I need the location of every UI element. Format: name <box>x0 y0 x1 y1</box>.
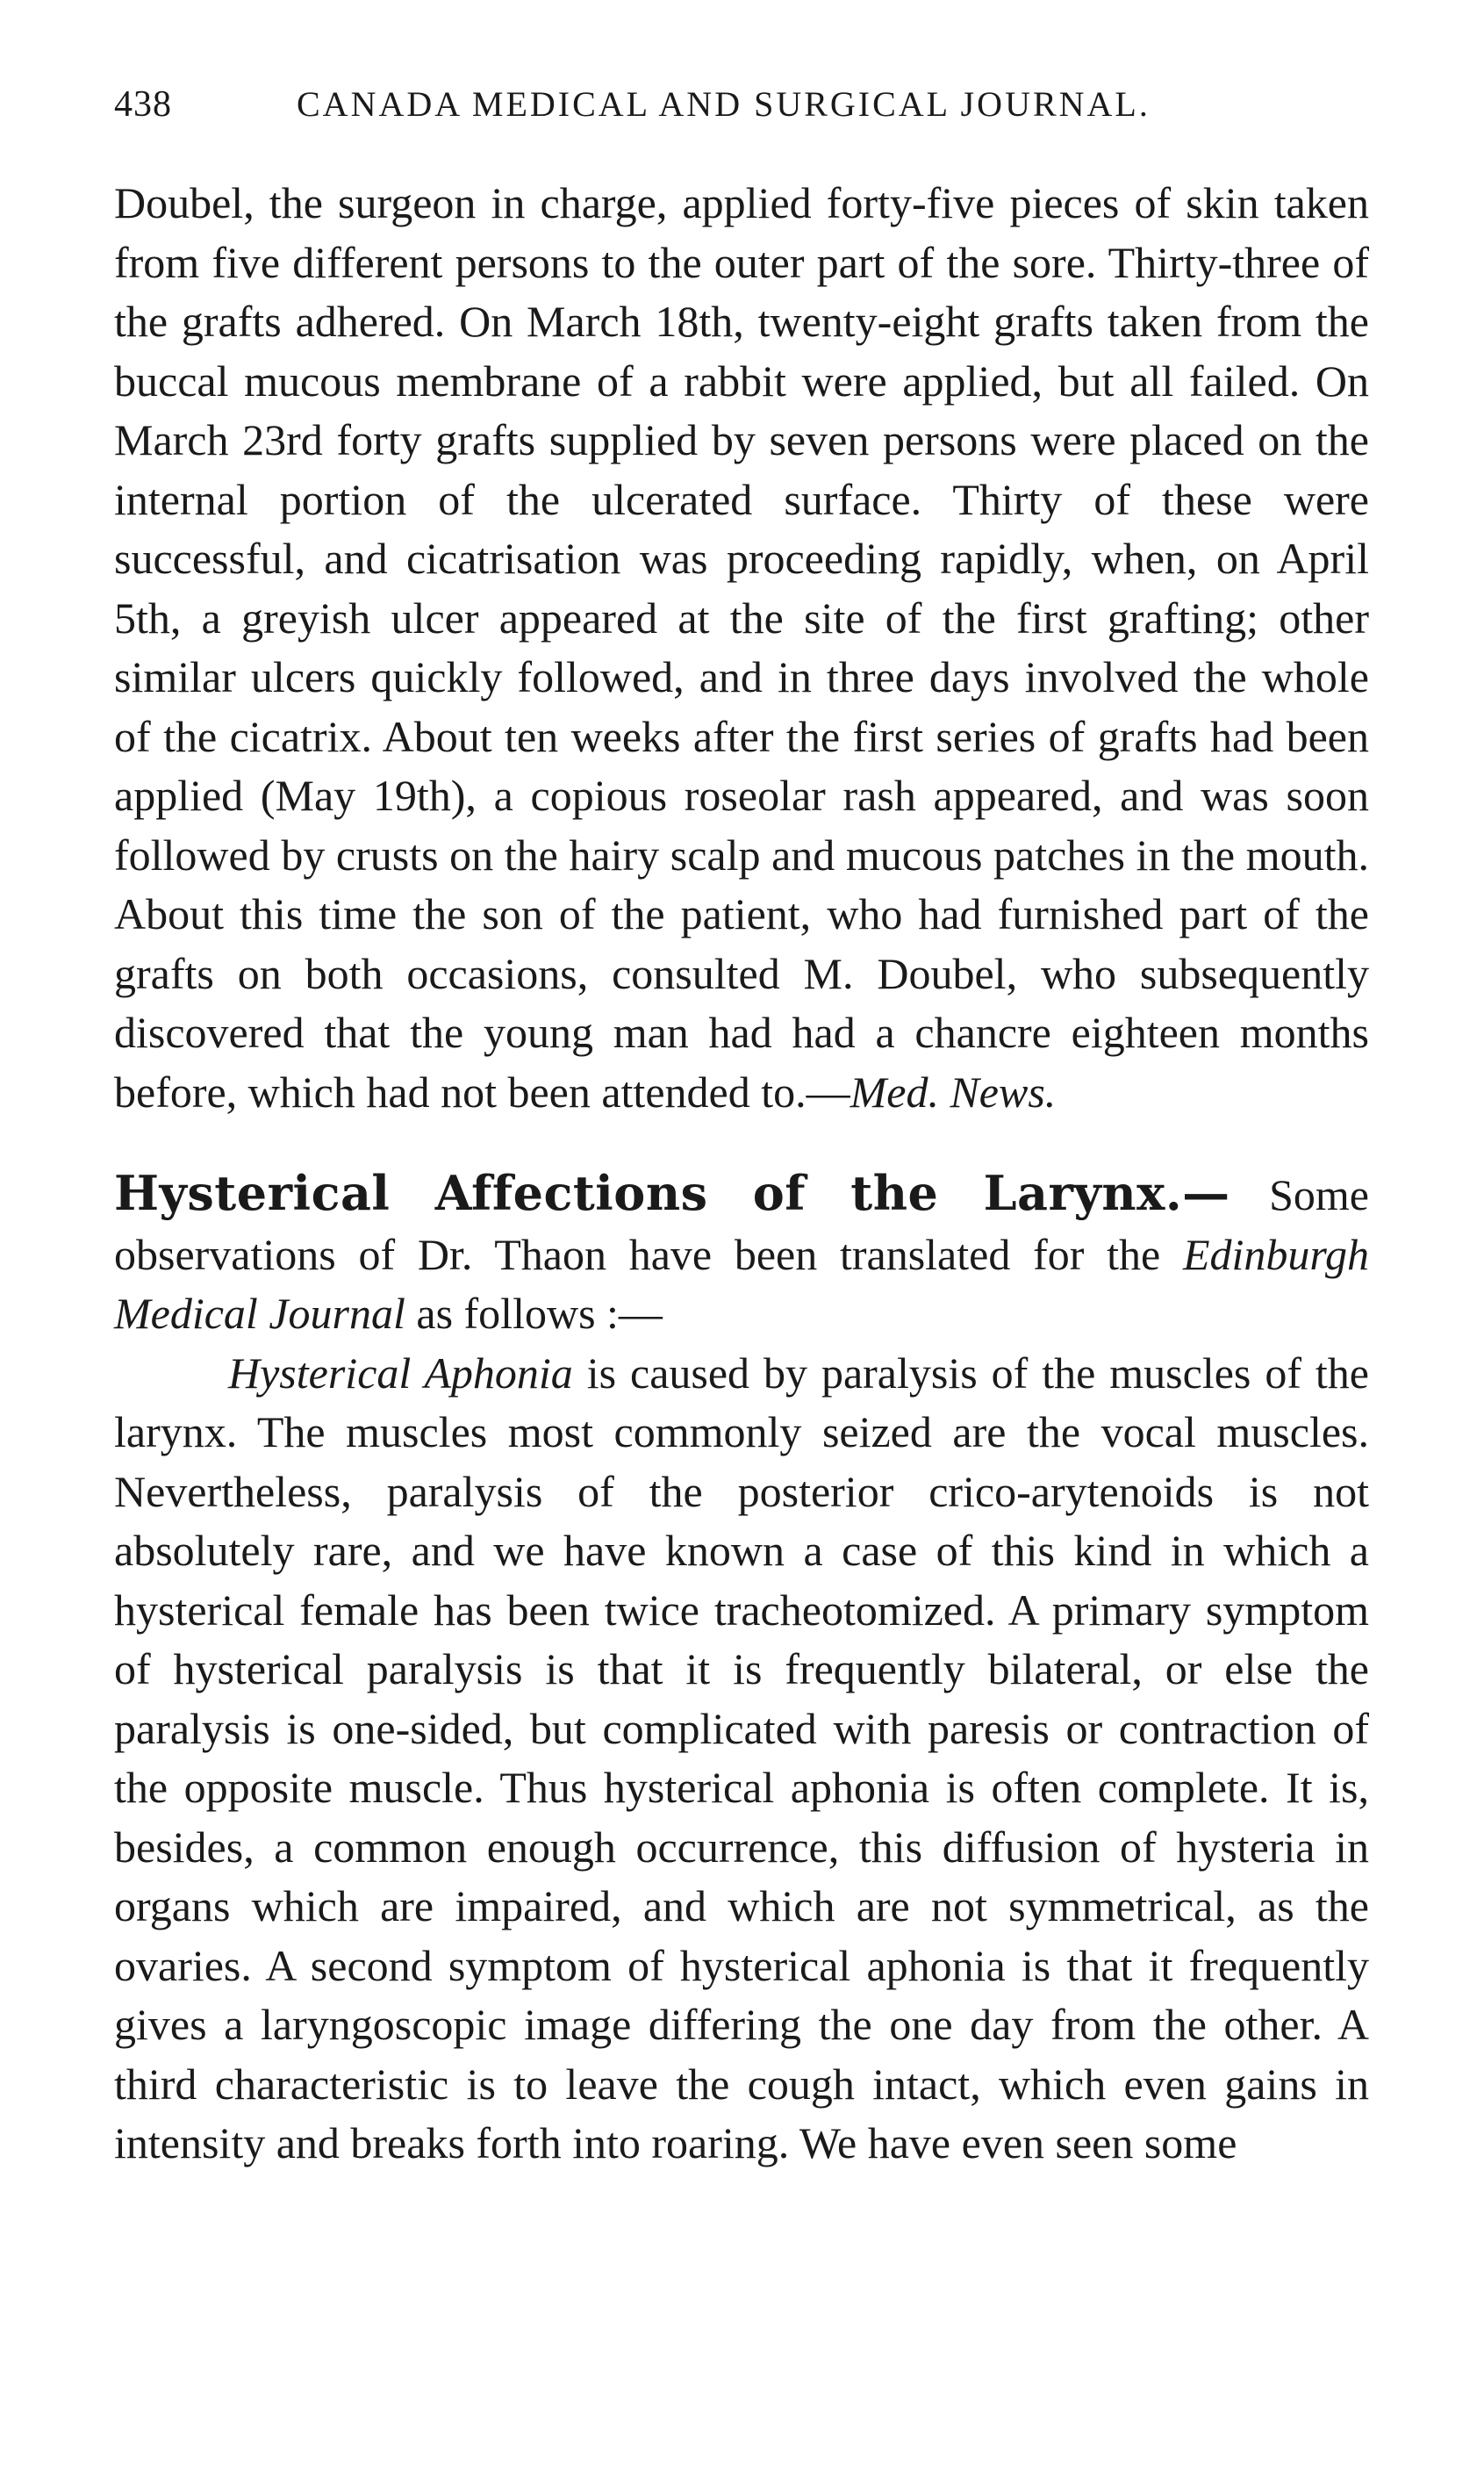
section-intro-text-end: as follows :— <box>405 1289 663 1338</box>
section-intro-text: Some observations of Dr. Thaon have been translated for the <box>114 1170 1369 1279</box>
paragraph-text: Doubel, the surgeon in charge, applied forty-five pieces of skin taken from five different persons to the outer part of the sore. Thirty-three of the grafts adhered. On March 18th, twenty-eight grafts taken from the buccal mucous membrane of a rabbit were applied, but all failed. On March 23rd forty grafts supplied by seven persons were placed on the internal portion of the ulcerated surface. Thirty of these were successful, and cicatrisation was proceeding rapidly, when, on April 5th, a greyish ulcer appeared at the site of the first grafting; other similar ulcers quickly followed, and in three days involved the whole of the cicatrix. About ten weeks after the first series of grafts had been applied (May 19th), a copious roseolar rash appeared, and was soon followed by crusts on the hairy scalp and mucous patches in the mouth. About this time the son of the patient, who had furnished part of the grafts on both occasions, consulted M. Doubel, who subsequently discovered that the young man had had a chancre eighteen months before, which had not been attended to.— <box>114 178 1369 1117</box>
paragraph-skin-grafting-case <box>114 174 1369 1122</box>
page-number: 438 <box>114 84 172 125</box>
source-citation: Med. News. <box>850 1067 1057 1117</box>
journal-reference: Edinburgh Medical Journal <box>114 1229 1369 1338</box>
subheading-hysterical-aphonia: Hysterical Aphonia <box>228 1348 573 1398</box>
running-head <box>114 83 1360 145</box>
section-hysterical-affections <box>114 1164 1369 1344</box>
paragraph-hysterical-aphonia <box>114 1344 1369 2174</box>
journal-title: CANADA MEDICAL AND SURGICAL JOURNAL. <box>297 84 1151 124</box>
section-heading: Hysterical Affections of the Larynx.— <box>114 1165 1230 1221</box>
text-column <box>114 174 1369 2174</box>
paragraph-text: is caused by paralysis of the muscles of the larynx. The muscles most commonly seized are the vocal muscles. Nevertheless, paralysis of the posterior crico-arytenoids is not absolutely rare, and we have known a case of this kind in which a hysterical female has been twice tracheotomized. A primary symptom of hysterical paralysis is that it is frequently bilateral, or else the paralysis is one-sided, but complicated with paresis or contraction of the opposite muscle. Thus hysterical aphonia is often complete. It is, besides, a common enough occurrence, this diffusion of hysteria in organs which are impaired, and which are not symmetrical, as the ovaries. A second symptom of hysterical aphonia is that it frequently gives a laryngoscopic image differing the one day from the other. A third characteristic is to leave the cough intact, which even gains in intensity and breaks forth into roaring. We have even seen some <box>114 1348 1370 2167</box>
